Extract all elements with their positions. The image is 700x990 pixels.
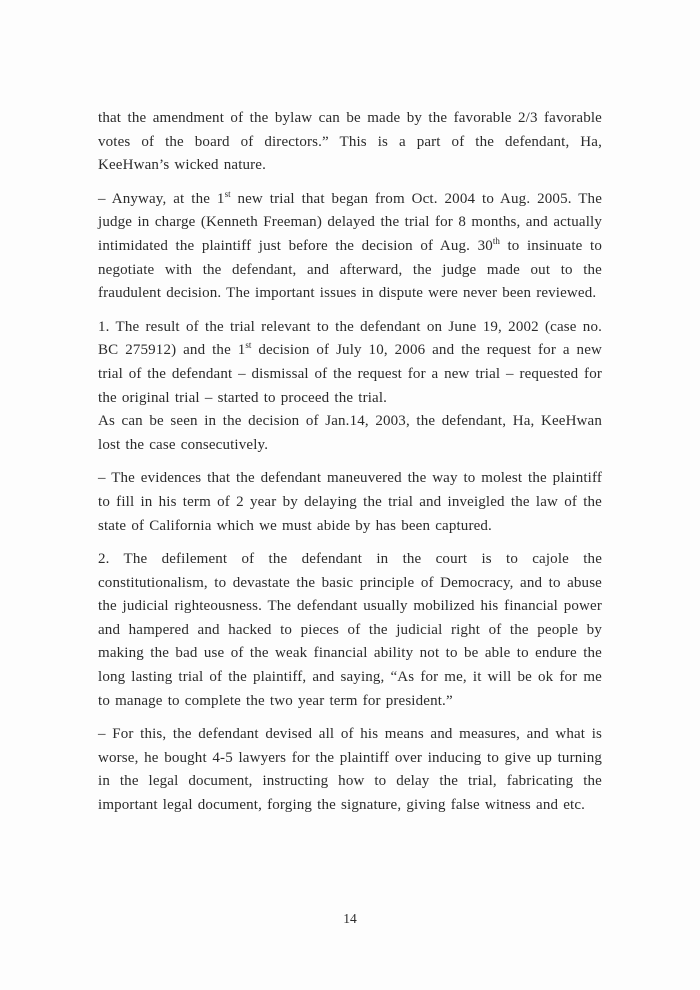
paragraph-continuation-text: that the amendment of the bylaw can be made by the favorable 2/3 favorable votes of the board of directors.” This is a part of the defendant, Ha, KeeHwan’s wicked nature. [98, 110, 602, 174]
paragraph-text: new trial that began from Oct. 2004 to Aug. 2005. The judge in charge (Kenneth Freeman) delayed the trial for 8 months, and actually intimidated the plaintiff just before the decision of Aug. 30 [98, 190, 602, 254]
paragraph-text: 1. The result of the trial relevant to the defendant on June 19, 2002 (case no. BC 275912) and the 1 [98, 318, 602, 359]
paragraph-text: – The evidences that the defendant maneuvered the way to molest the plaintiff to fill in his term of 2 year by delaying the trial and inveigled the law of the state of California which we must abide by has been captured. [98, 470, 602, 534]
paragraph-text: decision of July 10, 2006 and the request for a new trial of the defendant – dismissal of the request for a new trial – requested for the original trial – started to proceed the trial. [98, 342, 602, 406]
ordinal-superscript: st [245, 340, 252, 351]
paragraph-text: – For this, the defendant devised all of his means and measures, and what is worse, he bought 4-5 lawyers for the plaintiff over inducing to give up turning in the legal document, instructing how to delay the trial, fabricating the important legal document, forging the signature, giving false witness and etc. [98, 726, 602, 814]
ordinal-superscript: th [492, 235, 500, 246]
paragraph-item-1-trial-result [98, 316, 602, 458]
document-body [98, 107, 602, 818]
paragraph-text: to insinuate to negotiate with the defendant, and afterward, the judge made out to the fraudulent decision. The important issues in dispute were never been reviewed. [98, 237, 602, 302]
paragraph-text: As can be seen in the decision of Jan.14, 2003, the defendant, Ha, KeeHwan lost the case consecutively. [98, 413, 602, 453]
paragraph-for-this [98, 723, 602, 817]
paragraph-evidences [98, 467, 602, 538]
paragraph-text: 2. The defilement of the defendant in the court is to cajole the constitutionalism, to devastate the basic principle of Democracy, and to abuse the judicial righteousness. The defendant usually mobilized his financial power and hampered and hacked to pieces of the judicial right of the people by making the bad use of the weak financial ability not to be able to endure the long lasting trial of the plaintiff, and saying, “As for me, it will be ok for me to manage to complete the two year term for president.” [98, 551, 602, 709]
paragraph-text: – Anyway, at the 1 [98, 190, 225, 207]
paragraph-anyway-first-trial [98, 188, 602, 306]
ordinal-superscript: st [224, 188, 231, 199]
paragraph-item-2-defilement [98, 548, 602, 713]
page-number: 14 [343, 911, 357, 926]
paragraph-continuation [98, 107, 602, 178]
